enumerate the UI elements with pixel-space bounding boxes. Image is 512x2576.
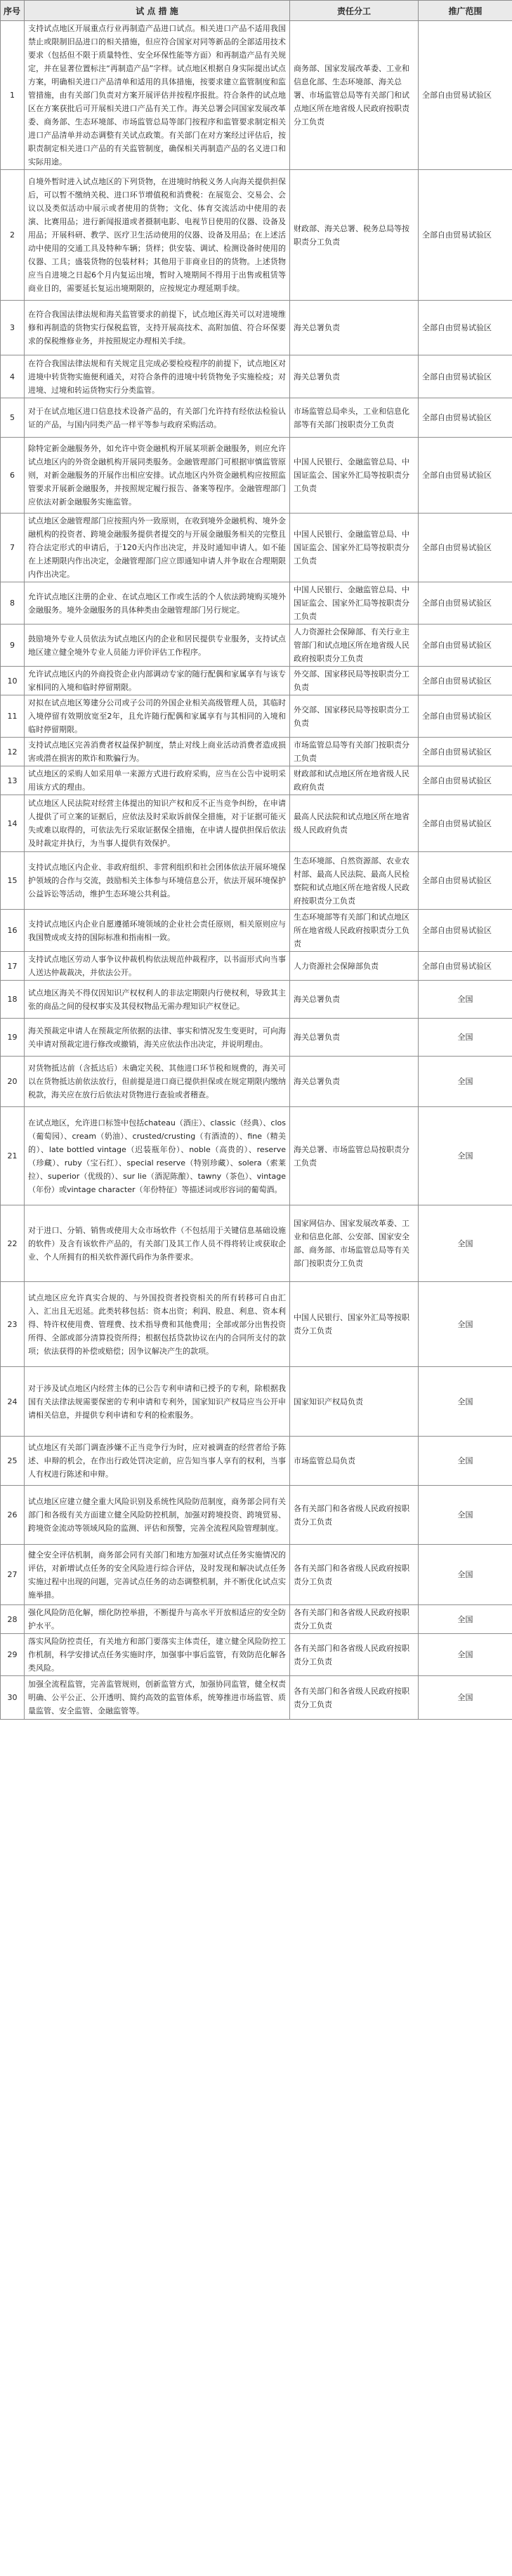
row-pilot-measure: 自境外暂时进入试点地区的下列货物，在进境时纳税义务人向海关提供担保后，可以暂不缴纳关税、进口环节增值税和消费税：在展览会、交易会、会议以及类似活动中展示或者使用的货物；文化、体育交流活动中使用的表演、比赛用品；进行新闻报道或者摄制电影、电视节目使用的仪器、设备及用品；开展科研、教学、医疗卫生活动使用的仪器、设备及用品；在上述活动中使用的交通工具及特种车辆；货样；供安装、调试、检测设备时使用的仪器、工具；盛装货物的包装材料；其他用于非商业目的的货物。上述货物应当自进境之日起6个月内复运出境，暂时入境期间不得用于出售或租赁等商业目的，需要延长复运出境期限的，应按规定办理延期手续。 xyxy=(25,170,290,301)
table-row xyxy=(1,695,512,738)
row-pilot-measure: 试点地区人民法院对经营主体提出的知识产权和反不正当竞争纠纷，在申请人提供了可立案的证据后，应依法及时采取诉前保全措施，对于证据可能灭失或难以取得的，可依法先行采取证据保全措施，在申请人提供担保后依法及时裁定并执行，为当事人提供有效保护。 xyxy=(25,795,290,852)
row-pilot-measure: 对于涉及试点地区内经营主体的已公告专利申请和已授予的专利，除根据我国有关法律法规需要保密的专利申请和专利外，国家知识产权局应当公开申请相关信息，并提供专利申请和专利的检索服务。 xyxy=(25,1367,290,1437)
row-promotion-scope: 全部自由贸易试验区 xyxy=(419,667,512,695)
row-promotion-scope: 全国 xyxy=(419,981,512,1019)
table-row xyxy=(1,438,512,514)
row-serial-number: 12 xyxy=(1,738,25,766)
row-responsibility: 海关总署、市场监管总局按职责分工负责 xyxy=(290,1107,419,1205)
table-row xyxy=(1,1545,512,1605)
row-promotion-scope: 全部自由贸易试验区 xyxy=(419,695,512,738)
table-row xyxy=(1,1282,512,1367)
row-pilot-measure: 对于在试点地区进口信息技术设备产品的，有关部门允许持有经依法检验认证的产品，与国内同类产品一样平等参与政府采购活动。 xyxy=(25,398,290,438)
row-promotion-scope: 全国 xyxy=(419,1486,512,1545)
row-responsibility: 外交部、国家移民局等按职责分工负责 xyxy=(290,667,419,695)
row-serial-number: 13 xyxy=(1,766,25,795)
row-responsibility: 各有关部门和各省级人民政府按职责分工负责 xyxy=(290,1634,419,1676)
row-responsibility: 各有关部门和各省级人民政府按职责分工负责 xyxy=(290,1605,419,1634)
row-promotion-scope: 全部自由贸易试验区 xyxy=(419,795,512,852)
row-responsibility: 中国人民银行、金融监管总局、中国证监会、国家外汇局等按职责分工负责 xyxy=(290,514,419,582)
row-promotion-scope: 全国 xyxy=(419,1057,512,1107)
table-row xyxy=(1,625,512,667)
table-row xyxy=(1,1367,512,1437)
table-row xyxy=(1,981,512,1019)
table-body xyxy=(1,21,512,1720)
row-responsibility: 海关总署负责 xyxy=(290,355,419,398)
row-serial-number: 8 xyxy=(1,582,25,625)
table-row xyxy=(1,170,512,301)
row-serial-number: 29 xyxy=(1,1634,25,1676)
row-promotion-scope: 全部自由贸易试验区 xyxy=(419,301,512,355)
row-serial-number: 21 xyxy=(1,1107,25,1205)
row-serial-number: 30 xyxy=(1,1676,25,1720)
row-serial-number: 18 xyxy=(1,981,25,1019)
row-promotion-scope: 全部自由贸易试验区 xyxy=(419,438,512,514)
table-row xyxy=(1,582,512,625)
row-pilot-measure: 支持试点地区内企业自愿遵循环境领域的企业社会责任原则，相关原则应与我国赞成或支持的国际标准和指南相一致。 xyxy=(25,910,290,952)
row-serial-number: 28 xyxy=(1,1605,25,1634)
row-pilot-measure: 对货物抵达前（含抵达后）未确定关税、其他进口环节税和规费的，海关可以在货物抵达前依法放行，但前提是进口商已提供担保或在规定期限内缴纳税款，海关应在放行后依法对货物进行查验或者稽查。 xyxy=(25,1057,290,1107)
row-responsibility: 海关总署负责 xyxy=(290,1057,419,1107)
row-promotion-scope: 全部自由贸易试验区 xyxy=(419,766,512,795)
row-responsibility: 各有关部门和各省级人民政府按职责分工负责 xyxy=(290,1545,419,1605)
row-responsibility: 生态环境部等有关部门和试点地区所在地省级人民政府按职责分工负责 xyxy=(290,910,419,952)
row-pilot-measure: 在试点地区，允许进口标签中包括chateau（酒庄）、classic（经典）、clos（葡萄园）、cream（奶油）、crusted/crusting（有酒渣的）、fine（精美的）、late bottled vintage（迟装瓶年份）、noble（高贵的）、reserve（珍藏）、ruby（宝石红）、special reserve（特别珍藏）、solera（索莱拉）、superior（优级的）、sur lie（酒泥陈酿）、tawny（茶色）、vintage（年份）或vintage character（年份特征）等描述词或形容词的葡萄酒。 xyxy=(25,1107,290,1205)
table-row xyxy=(1,398,512,438)
table-row xyxy=(1,1205,512,1282)
row-promotion-scope: 全部自由贸易试验区 xyxy=(419,21,512,170)
row-responsibility: 生态环境部、自然资源部、农业农村部、最高人民法院、最高人民检察院和试点地区所在地省级人民政府按职责分工负责 xyxy=(290,852,419,910)
row-responsibility: 中国人民银行、金融监管总局、中国证监会、国家外汇局等按职责分工负责 xyxy=(290,582,419,625)
row-promotion-scope: 全国 xyxy=(419,1634,512,1676)
row-serial-number: 23 xyxy=(1,1282,25,1367)
row-serial-number: 9 xyxy=(1,625,25,667)
header-serial-number: 序号 xyxy=(1,1,25,21)
row-responsibility: 外交部、国家移民局等按职责分工负责 xyxy=(290,695,419,738)
row-responsibility: 海关总署负责 xyxy=(290,981,419,1019)
row-pilot-measure: 健全安全评估机制，商务部会同有关部门和地方加强对试点任务实施情况的评估，对新增试点任务的安全风险进行综合评估，及时发现和解决试点任务实施过程中出现的问题，完善试点任务的动态调整机制，并不断优化试点实施举措。 xyxy=(25,1545,290,1605)
row-responsibility: 国家网信办、国家发展改革委、工业和信息化部、公安部、国家安全部、商务部、市场监管总局等有关部门按职责分工负责 xyxy=(290,1205,419,1282)
row-promotion-scope: 全部自由贸易试验区 xyxy=(419,625,512,667)
row-promotion-scope: 全国 xyxy=(419,1282,512,1367)
table-row xyxy=(1,1057,512,1107)
row-pilot-measure: 支持试点地区开展重点行业再制造产品进口试点。相关进口产品不适用我国禁止或限制旧品进口的相关措施，但应符合国家对同等新品的全部适用技术要求（包括但不限于质量特性、安全环保性能等方面）和再制造产品有关规定，并在显著位置标注“再制造产品”字样。试点地区根据自身实际提出试点方案，明确相关进口产品清单和适用的具体措施，按要求建立监管制度和监管措施，由有关部门负责对方案开展评估并按程序报批。符合条件的试点地区在方案获批后可开展相关进口产品有关工作。海关总署会同国家发展改革委、商务部、生态环境部、市场监管总局等部门按程序和监管要求制定相关进口产品清单并动态调整有关试点政策。有关部门在对方案经过评估后，按职责制定相关进口产品的有关监管制度，确保相关再制造产品的名义进口和实际用途。 xyxy=(25,21,290,170)
row-serial-number: 14 xyxy=(1,795,25,852)
table-row xyxy=(1,1634,512,1676)
table-row xyxy=(1,1019,512,1057)
table-row xyxy=(1,852,512,910)
row-serial-number: 11 xyxy=(1,695,25,738)
table-row xyxy=(1,21,512,170)
row-pilot-measure: 在符合我国法律法规和有关规定且完成必要检疫程序的前提下，试点地区对进境中转货物实施便利通关，对符合条件的进境中转货物免予实施检疫；对进境、过境和转运货物实行分类监管。 xyxy=(25,355,290,398)
table-row xyxy=(1,514,512,582)
row-promotion-scope: 全国 xyxy=(419,1545,512,1605)
row-pilot-measure: 落实风险防控责任，有关地方和部门要落实主体责任，建立健全风险防控工作机制，科学安排试点任务实施时序，加强事中事后监管，有效防范化解各类风险。 xyxy=(25,1634,290,1676)
table-row xyxy=(1,738,512,766)
row-pilot-measure: 除特定新金融服务外，如允许中资金融机构开展某项新金融服务，则应允许试点地区内的外资金融机构开展同类服务。金融管理部门可根据审慎监管原则，对新金融服务的开展作出相应安排。试点地区内外资金融机构应按照监管要求开展新金融服务，并按照规定履行报告、备案等程序。金融管理部门应依法对新金融服务实施监管。 xyxy=(25,438,290,514)
row-pilot-measure: 试点地区应允许真实合规的、与外国投资者投资相关的所有转移可自由汇入、汇出且无迟延。此类转移包括：资本出资；利润、股息、利息、资本利得、特许权使用费、管理费、技术指导费和其他费用；全部或部分出售投资所得、全部或部分清算投资所得；根据包括贷款协议在内的合同所支付的款项；依法获得的补偿或赔偿；因争议解决产生的款项。 xyxy=(25,1282,290,1367)
row-promotion-scope: 全国 xyxy=(419,1019,512,1057)
row-pilot-measure: 支持试点地区完善消费者权益保护制度，禁止对线上商业活动消费者造成损害或潜在损害的欺诈和欺骗行为。 xyxy=(25,738,290,766)
row-serial-number: 24 xyxy=(1,1367,25,1437)
table-row xyxy=(1,301,512,355)
row-responsibility: 市场监管总局等有关部门按职责分工负责 xyxy=(290,738,419,766)
row-pilot-measure: 加强全流程监管，完善监管规则，创新监管方式，加强协同监管，健全权责明确、公平公正、公开透明、简约高效的监管体系，统筹推进市场监管、质量监管、安全监管、金融监管等。 xyxy=(25,1676,290,1720)
row-responsibility: 海关总署负责 xyxy=(290,301,419,355)
row-serial-number: 1 xyxy=(1,21,25,170)
row-promotion-scope: 全国 xyxy=(419,1605,512,1634)
row-pilot-measure: 对于进口、分销、销售或使用大众市场软件（不包括用于关键信息基础设施的软件）及含有该软件产品的，有关部门及其工作人员不得将转让或获取企业、个人所拥有的相关软件源代码作为条件要求。 xyxy=(25,1205,290,1282)
row-serial-number: 7 xyxy=(1,514,25,582)
table-row xyxy=(1,1437,512,1486)
table-row xyxy=(1,910,512,952)
header-pilot-measures: 试 点 措 施 xyxy=(25,1,290,21)
row-promotion-scope: 全国 xyxy=(419,1367,512,1437)
row-serial-number: 20 xyxy=(1,1057,25,1107)
row-promotion-scope: 全国 xyxy=(419,1107,512,1205)
row-serial-number: 22 xyxy=(1,1205,25,1282)
row-serial-number: 4 xyxy=(1,355,25,398)
table-row xyxy=(1,952,512,981)
row-responsibility: 各有关部门和各省级人民政府按职责分工负责 xyxy=(290,1676,419,1720)
row-pilot-measure: 支持试点地区劳动人事争议仲裁机构依法规范仲裁程序，以书面形式向当事人送达仲裁裁决，并依法公开。 xyxy=(25,952,290,981)
row-pilot-measure: 鼓励境外专业人员依法为试点地区内的企业和居民提供专业服务，支持试点地区建立健全境外专业人员能力评价评估工作程序。 xyxy=(25,625,290,667)
row-pilot-measure: 试点地区应建立健全重大风险识别及系统性风险防范制度，商务部会同有关部门和各级有关方面建立健全风险防控机制，加强对跨境投资、跨境贸易、跨境资金流动等领域风险的监测、评估和预警，完善全流程风险管理制度。 xyxy=(25,1486,290,1545)
row-responsibility: 商务部、国家发展改革委、工业和信息化部、生态环境部、海关总署、市场监管总局等有关部门和试点地区所在地省级人民政府按职责分工负责 xyxy=(290,21,419,170)
table-row xyxy=(1,1605,512,1634)
row-pilot-measure: 试点地区金融管理部门应按照内外一致原则，在收到境外金融机构、境外金融机构的投资者、跨境金融服务提供者提交的与开展金融服务相关的完整且符合法定形式的申请后，于120天内作出决定，并及时通知申请人。如不能在上述期限内作出决定，金融管理部门应立即通知申请人并争取在合理期限内作出决定。 xyxy=(25,514,290,582)
row-responsibility: 中国人民银行、国家外汇局等按职责分工负责 xyxy=(290,1282,419,1367)
table-header-row xyxy=(1,1,512,21)
row-pilot-measure: 海关预裁定申请人在预裁定所依据的法律、事实和情况发生变更时，可向海关申请对预裁定进行修改或撤销，海关应依法作出决定，并说明理由。 xyxy=(25,1019,290,1057)
table-row xyxy=(1,1676,512,1720)
row-serial-number: 6 xyxy=(1,438,25,514)
row-serial-number: 26 xyxy=(1,1486,25,1545)
row-serial-number: 25 xyxy=(1,1437,25,1486)
row-serial-number: 5 xyxy=(1,398,25,438)
header-responsibility: 责任分工 xyxy=(290,1,419,21)
table-row xyxy=(1,766,512,795)
row-promotion-scope: 全部自由贸易试验区 xyxy=(419,514,512,582)
row-responsibility: 市场监管总局牵头，工业和信息化部等有关部门按职责分工负责 xyxy=(290,398,419,438)
row-pilot-measure: 试点地区的采购人如采用单一来源方式进行政府采购，应当在公告中说明采用该方式的理由。 xyxy=(25,766,290,795)
row-promotion-scope: 全部自由贸易试验区 xyxy=(419,355,512,398)
row-responsibility: 人力资源社会保障部负责 xyxy=(290,952,419,981)
table-row xyxy=(1,795,512,852)
row-promotion-scope: 全部自由贸易试验区 xyxy=(419,852,512,910)
row-promotion-scope: 全部自由贸易试验区 xyxy=(419,170,512,301)
row-responsibility: 财政部和试点地区所在地省级人民政府负责 xyxy=(290,766,419,795)
table-row xyxy=(1,667,512,695)
row-promotion-scope: 全国 xyxy=(419,1437,512,1486)
row-responsibility: 人力资源社会保障部、有关行业主管部门和试点地区所在地省级人民政府按职责分工负责 xyxy=(290,625,419,667)
row-promotion-scope: 全部自由贸易试验区 xyxy=(419,398,512,438)
row-pilot-measure: 对拟在试点地区筹建分公司或子公司的外国企业相关高级管理人员，其临时入境停留有效期放宽至2年，且允许随行配偶和家属享有与其相同的入境和临时停留期限。 xyxy=(25,695,290,738)
row-serial-number: 10 xyxy=(1,667,25,695)
row-pilot-measure: 试点地区海关不得仅因知识产权权利人的非法定期限内行使权利，导致其主张的商品之间的侵权事实及其侵权物品无需办理知识产权登记。 xyxy=(25,981,290,1019)
row-serial-number: 16 xyxy=(1,910,25,952)
row-pilot-measure: 强化风险防范化解，细化防控举措，不断提升与高水平开放相适应的安全防护水平。 xyxy=(25,1605,290,1634)
row-responsibility: 财政部、海关总署、税务总局等按职责分工负责 xyxy=(290,170,419,301)
table-row xyxy=(1,355,512,398)
table-row xyxy=(1,1107,512,1205)
row-promotion-scope: 全部自由贸易试验区 xyxy=(419,582,512,625)
row-pilot-measure: 允许试点地区注册的企业、在试点地区工作或生活的个人依法跨境购买境外金融服务。境外金融服务的具体种类由金融管理部门另行规定。 xyxy=(25,582,290,625)
row-promotion-scope: 全部自由贸易试验区 xyxy=(419,952,512,981)
row-serial-number: 19 xyxy=(1,1019,25,1057)
row-responsibility: 各有关部门和各省级人民政府按职责分工负责 xyxy=(290,1486,419,1545)
row-serial-number: 3 xyxy=(1,301,25,355)
header-promotion-scope: 推广范围 xyxy=(419,1,512,21)
row-pilot-measure: 在符合我国法律法规和海关监管要求的前提下，试点地区海关可以对进境维修和再制造的货物实行保税监管，支持开展高技术、高附加值、符合环保要求的保税维修业务，并按照规定办理相关手续。 xyxy=(25,301,290,355)
row-serial-number: 17 xyxy=(1,952,25,981)
row-promotion-scope: 全国 xyxy=(419,1676,512,1720)
row-responsibility: 市场监管总局负责 xyxy=(290,1437,419,1486)
row-responsibility: 海关总署负责 xyxy=(290,1019,419,1057)
row-promotion-scope: 全国 xyxy=(419,1205,512,1282)
row-responsibility: 最高人民法院和试点地区所在地省级人民政府负责 xyxy=(290,795,419,852)
row-promotion-scope: 全部自由贸易试验区 xyxy=(419,910,512,952)
row-responsibility: 国家知识产权局负责 xyxy=(290,1367,419,1437)
row-pilot-measure: 允许试点地区内的外商投资企业内部调动专家的随行配偶和家属享有与该专家相同的入境和临时停留期限。 xyxy=(25,667,290,695)
row-pilot-measure: 支持试点地区内企业、非政府组织、非营利组织和社会团体依法开展环境保护领域的合作与交流，鼓励相关主体参与环境信息公开，依法开展环境保护公益诉讼等活动，维护生态环境公共利益。 xyxy=(25,852,290,910)
row-serial-number: 15 xyxy=(1,852,25,910)
row-pilot-measure: 试点地区有关部门调查涉嫌不正当竞争行为时，应对被调查的经营者给予陈述、申辩的机会，在作出行政处罚决定前，应告知当事人享有的权利，当事人有权进行陈述和申辩。 xyxy=(25,1437,290,1486)
row-serial-number: 27 xyxy=(1,1545,25,1605)
table-row xyxy=(1,1486,512,1545)
row-promotion-scope: 全部自由贸易试验区 xyxy=(419,738,512,766)
row-serial-number: 2 xyxy=(1,170,25,301)
row-responsibility: 中国人民银行、金融监管总局、中国证监会、国家外汇局等按职责分工负责 xyxy=(290,438,419,514)
